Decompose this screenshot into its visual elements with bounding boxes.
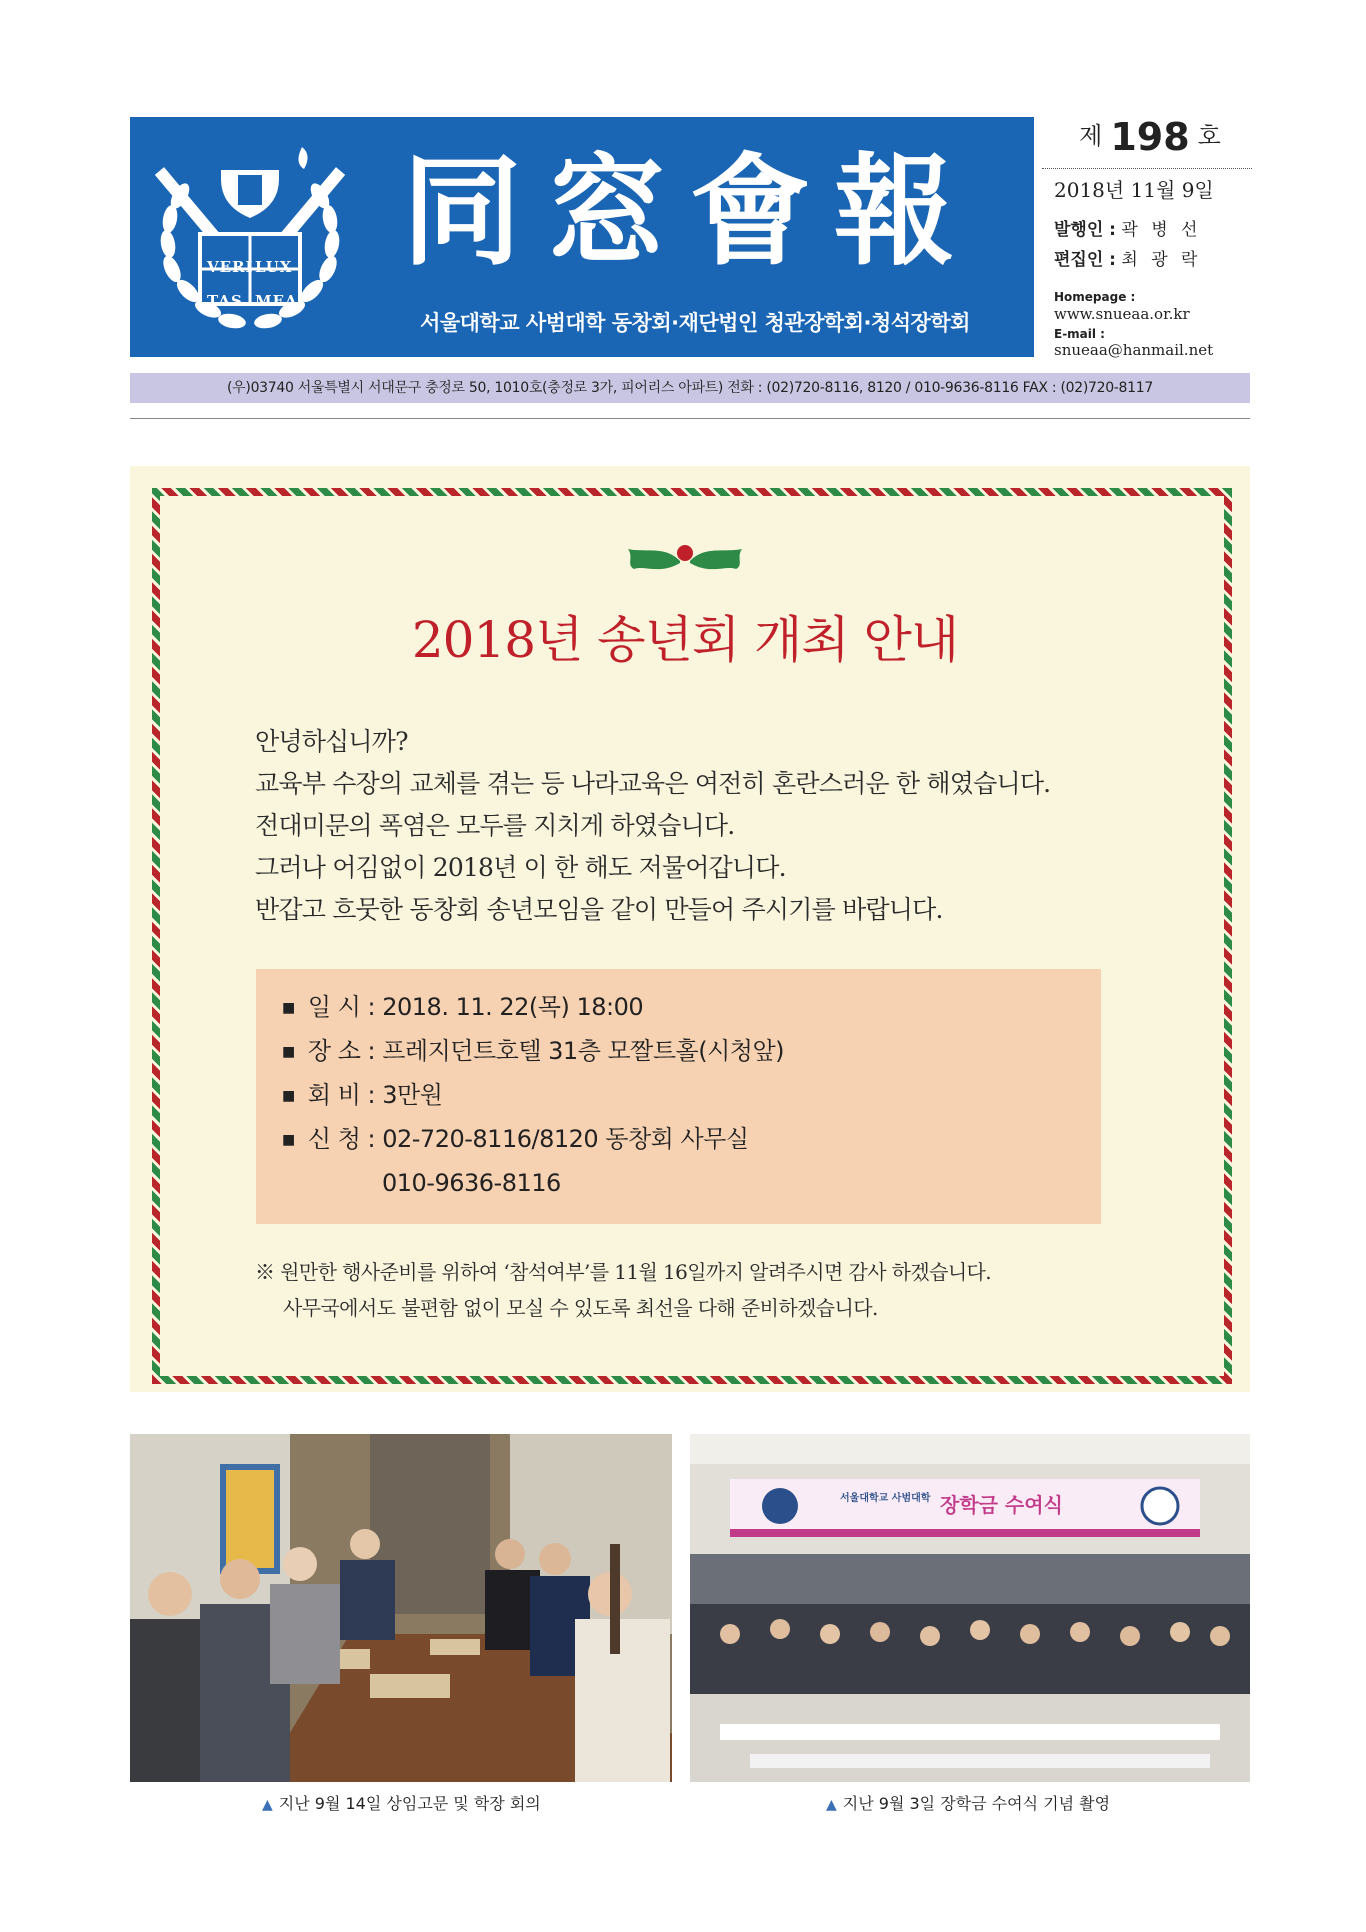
photo-caption-right bbox=[826, 1790, 1110, 1818]
divider bbox=[1042, 168, 1252, 169]
newsletter-subtitle: 서울대학교 사범대학 동창회·재단법인 청관장학회·청석장학회 bbox=[420, 311, 970, 335]
editor-name: 최 광 락 bbox=[1121, 250, 1202, 270]
greeting-line: 그러나 어김없이 2018년 이 한 해도 저물어갑니다. bbox=[255, 853, 786, 882]
photo-caption-left-text: 지난 9월 14일 상임고문 및 학장 회의 bbox=[278, 1794, 541, 1813]
detail-date-label: 일 시 : bbox=[307, 993, 376, 1021]
email-link[interactable]: snueaa@hanmail.net bbox=[1054, 341, 1214, 359]
detail-apply-value: 02-720-8116/8120 동창회 사무실 bbox=[382, 1125, 749, 1153]
triangle-up-icon: ▲ bbox=[262, 1797, 273, 1813]
announcement-title: 2018년 송년회 개최 안내 bbox=[411, 611, 959, 669]
publisher-name: 곽 병 선 bbox=[1121, 220, 1202, 240]
newsletter-title: 同窓會報 bbox=[402, 141, 978, 282]
bullet-icon: ■ bbox=[282, 1000, 295, 1016]
publisher-label: 발행인 : bbox=[1054, 220, 1116, 240]
ceremony-photo-image bbox=[690, 1434, 1250, 1782]
detail-place bbox=[282, 1033, 784, 1069]
seal-word-4: MEA bbox=[255, 292, 298, 310]
editor-label: 편집인 : bbox=[1054, 250, 1116, 270]
greeting-line: 반갑고 흐뭇한 동창회 송년모임을 같이 만들어 주시기를 바랍니다. bbox=[255, 895, 943, 924]
university-seal-logo bbox=[150, 139, 350, 339]
issue-number bbox=[1050, 115, 1250, 167]
greeting-line: 교육부 수장의 교체를 겪는 등 나라교육은 여전히 혼란스러운 한 해였습니다. bbox=[255, 769, 1051, 798]
issue-suffix: 호 bbox=[1197, 122, 1221, 150]
divider bbox=[130, 418, 1250, 419]
triangle-up-icon: ▲ bbox=[826, 1797, 837, 1813]
issue-date: 2018년 11월 9일 bbox=[1054, 178, 1214, 202]
seal-word-3: TAS bbox=[207, 292, 243, 310]
detail-fee-label: 회 비 : bbox=[307, 1081, 376, 1109]
holly-icon bbox=[620, 535, 750, 583]
photo-caption-left bbox=[262, 1790, 541, 1818]
editor bbox=[1054, 245, 1254, 271]
flame-icon bbox=[298, 147, 307, 169]
bullet-icon: ■ bbox=[282, 1132, 295, 1148]
publisher bbox=[1054, 215, 1254, 241]
email-label: E-mail : bbox=[1054, 327, 1105, 341]
detail-date-value: 2018. 11. 22(목) 18:00 bbox=[382, 993, 644, 1021]
detail-fee bbox=[282, 1077, 442, 1113]
banner-school: 서울대학교 사범대학 bbox=[840, 1493, 931, 1504]
seal-word-1: VERI bbox=[207, 258, 254, 276]
greeting-line: 전대미문의 폭염은 모두를 지치게 하였습니다. bbox=[255, 811, 735, 840]
event-details-box bbox=[256, 969, 1101, 1224]
detail-date bbox=[282, 989, 643, 1025]
masthead bbox=[130, 117, 1034, 357]
meeting-photo bbox=[130, 1434, 672, 1782]
bullet-icon: ■ bbox=[282, 1088, 295, 1104]
banner-title: 장학금 수여식 bbox=[940, 1493, 1063, 1517]
note-line: 사무국에서도 불편함 없이 모실 수 있도록 최선을 다해 준비하겠습니다. bbox=[283, 1296, 878, 1320]
detail-apply-phone: 010-9636-8116 bbox=[382, 1169, 561, 1197]
homepage-label: Homepage : bbox=[1054, 290, 1136, 304]
detail-apply bbox=[282, 1121, 749, 1157]
bullet-icon: ■ bbox=[282, 1044, 295, 1060]
address-bar: (우)03740 서울특별시 서대문구 충정로 50, 1010호(충정로 3가, 피어리스 아파트) 전화 : (02)720-8116, 8120 / 010-9636-8116 FAX : (02)720-8117 bbox=[130, 373, 1250, 403]
homepage-link[interactable]: www.snueaa.or.kr bbox=[1054, 305, 1190, 323]
detail-apply-label: 신 청 : bbox=[307, 1125, 376, 1153]
photo-caption-right-text: 지난 9월 3일 장학금 수여식 기념 촬영 bbox=[842, 1794, 1111, 1813]
detail-place-label: 장 소 : bbox=[307, 1037, 376, 1065]
issue-number-value: 198 bbox=[1110, 115, 1190, 159]
seal-word-2: LUX bbox=[255, 258, 293, 276]
note-line: ※ 원만한 행사준비를 위하여 ‘참석여부’를 11월 16일까지 알려주시면 감사 하겠습니다. bbox=[255, 1260, 992, 1284]
detail-fee-value: 3만원 bbox=[382, 1081, 443, 1109]
detail-place-value: 프레지던트호텔 31층 모짤트홀(시청앞) bbox=[382, 1037, 785, 1065]
ceremony-photo bbox=[690, 1434, 1250, 1782]
greeting-line: 안녕하십니까? bbox=[255, 727, 408, 756]
issue-prefix: 제 bbox=[1079, 122, 1103, 150]
